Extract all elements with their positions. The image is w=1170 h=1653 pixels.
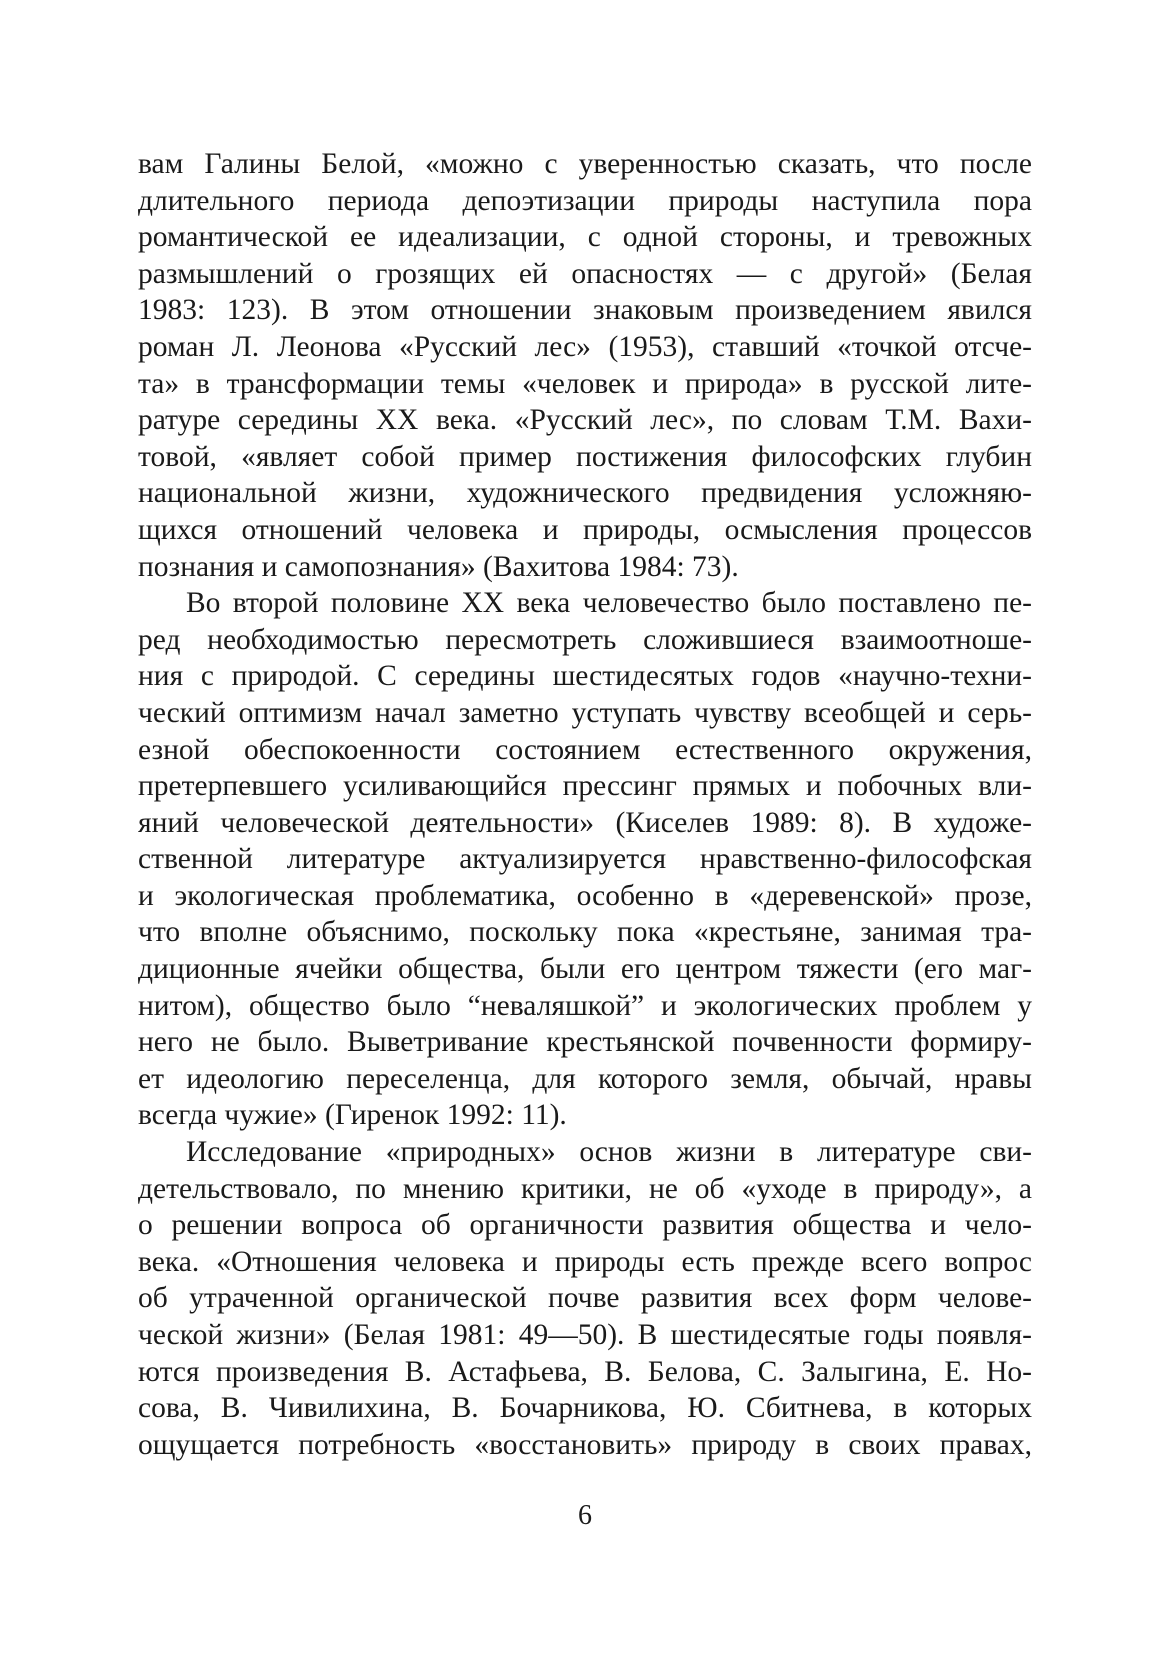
text-line: ратуре середины XX века. «Русский лес», по словам Т.М. Вахи- xyxy=(138,404,1032,437)
text-line: о решении вопроса об органичности развития общества и чело- xyxy=(138,1209,1032,1242)
page-number: 6 xyxy=(578,1500,592,1531)
text-line: детельствовало, по мнению критики, не об «уходе в природу», а xyxy=(138,1172,1032,1205)
text-line: размышлений о грозящих ей опасностях — с другой» (Белая xyxy=(138,257,1032,290)
text-line: яний человеческой деятельности» (Киселев 1989: 8). В художе- xyxy=(138,806,1032,839)
text-line: ред необходимостью пересмотреть сложившиеся взаимоотноше- xyxy=(138,623,1032,656)
text-line: диционные ячейки общества, были его центром тяжести (его маг- xyxy=(138,953,1032,986)
text-line: и экологическая проблематика, особенно в «деревенской» прозе, xyxy=(138,879,1032,912)
text-line: ния с природой. С середины шестидесятых годов «научно-техни- xyxy=(138,660,1032,693)
paragraph-first-line: Во второй половине XX века человечество было поставлено пе- xyxy=(186,587,1032,620)
text-line: об утраченной органической почве развития всех форм челове- xyxy=(138,1282,1032,1315)
text-line: национальной жизни, художнического предвидения усложняю- xyxy=(138,477,1032,510)
body-text xyxy=(138,146,1032,1463)
text-line: познания и самопознания» (Вахитова 1984: 73). xyxy=(138,550,739,583)
text-line: роман Л. Леонова «Русский лес» (1953), ставший «точкой отсче- xyxy=(138,330,1032,363)
text-line: претерпевшего усиливающийся прессинг прямых и побочных вли- xyxy=(138,770,1032,803)
text-line: ощущается потребность «восстановить» природу в своих правах, xyxy=(138,1428,1032,1461)
text-line: ются произведения В. Астафьева, В. Белова, С. Залыгина, Е. Но- xyxy=(138,1355,1032,1388)
text-line: века. «Отношения человека и природы есть прежде всего вопрос xyxy=(138,1245,1032,1278)
text-line: ческий оптимизм начал заметно уступать чувству всеобщей и серь- xyxy=(138,696,1032,729)
text-line: романтической ее идеализации, с одной стороны, и тревожных xyxy=(138,221,1032,254)
text-line: та» в трансформации темы «человек и природа» в русской лите- xyxy=(138,367,1032,400)
text-line: ет идеологию переселенца, для которого земля, обычай, нравы xyxy=(138,1062,1032,1095)
text-line: езной обеспокоенности состоянием естественного окружения, xyxy=(138,733,1032,766)
text-line: ческой жизни» (Белая 1981: 49—50). В шестидесятые годы появля- xyxy=(138,1319,1032,1351)
text-line: нитом), общество было “неваляшкой” и экологических проблем у xyxy=(138,989,1032,1022)
text-line: 1983: 123). В этом отношении знаковым произведением явился xyxy=(138,294,1032,327)
text-line: всегда чужие» (Гиренок 1992: 11). xyxy=(138,1099,567,1132)
text-line: вам Галины Белой, «можно с уверенностью сказать, что после xyxy=(138,148,1032,180)
text-line: сова, В. Чивилихина, В. Бочарникова, Ю. Сбитнева, в которых xyxy=(138,1392,1032,1425)
text-line: что вполне объяснимо, поскольку пока «крестьяне, занимая тра- xyxy=(138,916,1032,949)
paragraph-first-line: Исследование «природных» основ жизни в литературе сви- xyxy=(186,1136,1032,1169)
text-line: длительного периода депоэтизации природы наступила пора xyxy=(138,184,1032,217)
text-line: товой, «являет собой пример постижения философских глубин xyxy=(138,440,1032,473)
text-line: щихся отношений человека и природы, осмысления процессов xyxy=(138,513,1032,546)
text-line: него не было. Выветривание крестьянской почвенности формиру- xyxy=(138,1026,1032,1059)
text-line: ственной литературе актуализируется нравственно-философская xyxy=(138,843,1032,876)
